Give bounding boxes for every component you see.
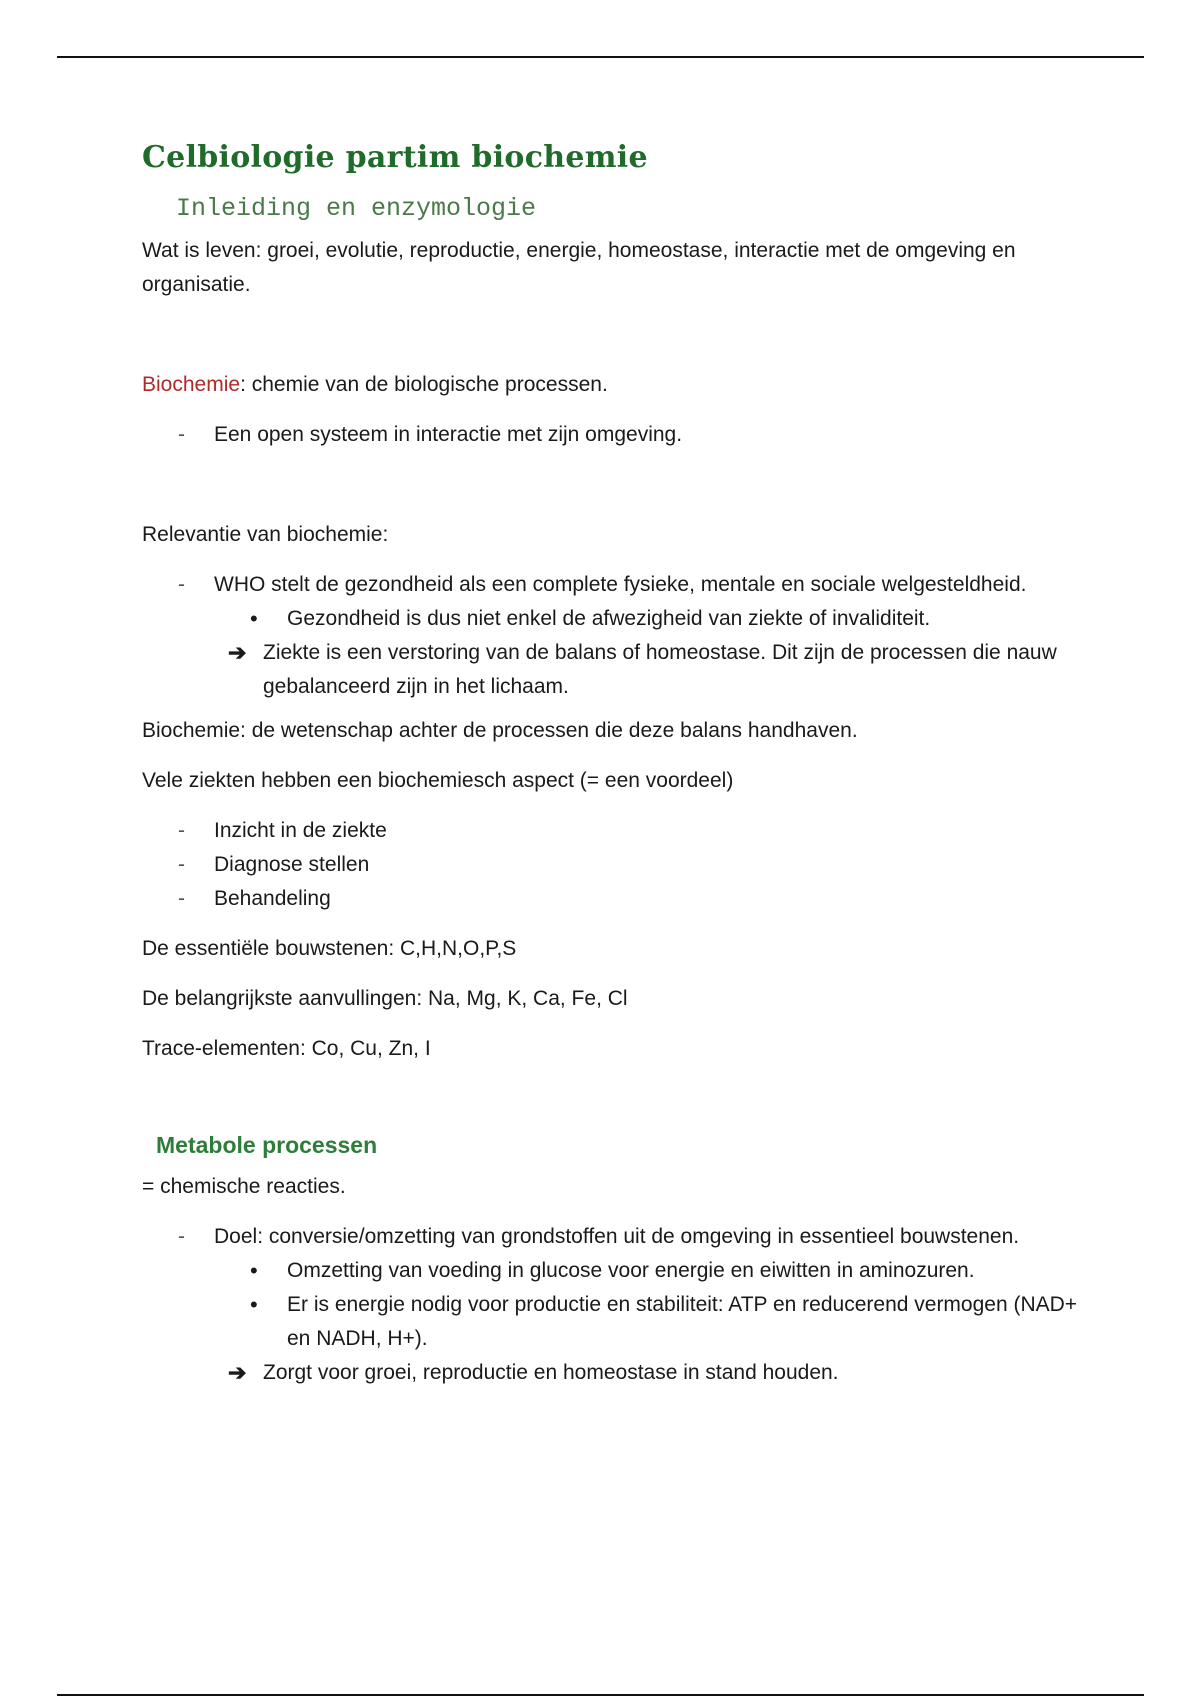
bouwstenen-line: De essentiële bouwstenen: C,H,N,O,P,S (142, 937, 517, 960)
list-item: - Een open systeem in interactie met zijn omgeving. (142, 418, 1082, 452)
list-item: - WHO stelt de gezondheid als een complete fysieke, mentale en sociale welgesteldheid. (142, 568, 1082, 602)
biochemie-wetenschap: Biochemie: de wetenschap achter de processen die deze balans handhaven. (142, 719, 858, 742)
biochemie-term: Biochemie (142, 373, 241, 396)
top-rule (57, 56, 1144, 58)
metabole-heading: Metabole processen (156, 1132, 378, 1158)
aanvullingen-line: De belangrijkste aanvullingen: Na, Mg, K, Ca, Fe, Cl (142, 987, 628, 1010)
relevantie-list (142, 568, 1082, 704)
arrow-text: Zorgt voor groei, reproductie en homeostase in stand houden. (263, 1361, 839, 1384)
list-subitem: • Omzetting van voeding in glucose voor energie en eiwitten in aminozuren. (142, 1254, 1082, 1288)
arrow-text: Ziekte is een verstoring van de balans of homeostase. Dit zijn de processen die nauw gebalanceerd zijn in het lichaam. (263, 641, 1057, 698)
ziekten-list (142, 814, 1082, 916)
list-item: - Behandeling (142, 882, 1082, 916)
intro-paragraph: Wat is leven: groei, evolutie, reproductie, energie, homeostase, interactie met de omgeving en organisatie. (142, 239, 1016, 296)
biochemie-def-text: : chemie van de biologische processen. (240, 373, 608, 396)
list-item: - Diagnose stellen (142, 848, 1082, 882)
bottom-rule (57, 1694, 1144, 1696)
arrow-icon: ➔ (228, 640, 247, 665)
document-page (142, 138, 1082, 1406)
document-subtitle: Inleiding en enzymologie (176, 194, 537, 223)
arrow-item (142, 636, 1082, 704)
arrow-icon: ➔ (228, 1360, 247, 1385)
trace-line: Trace-elementen: Co, Cu, Zn, I (142, 1037, 431, 1060)
metabole-definition: = chemische reacties. (142, 1175, 346, 1198)
metabole-list (142, 1220, 1082, 1390)
arrow-item (142, 1356, 1082, 1390)
document-title: Celbiologie partim biochemie (142, 140, 648, 175)
relevantie-heading: Relevantie van biochemie: (142, 523, 389, 546)
biochemie-definition (142, 368, 1082, 402)
list-item: - Doel: conversie/omzetting van grondstoffen uit de omgeving in essentieel bouwstenen. (142, 1220, 1082, 1254)
ziekten-heading: Vele ziekten hebben een biochemiesch aspect (= een voordeel) (142, 769, 734, 792)
list-item: - Inzicht in de ziekte (142, 814, 1082, 848)
list-subitem: • Gezondheid is dus niet enkel de afwezigheid van ziekte of invaliditeit. (142, 602, 1082, 636)
list-subitem: • Er is energie nodig voor productie en stabiliteit: ATP en reducerend vermogen (NAD+ en NADH, H+). (142, 1288, 1082, 1356)
biochemie-list (142, 418, 1082, 452)
